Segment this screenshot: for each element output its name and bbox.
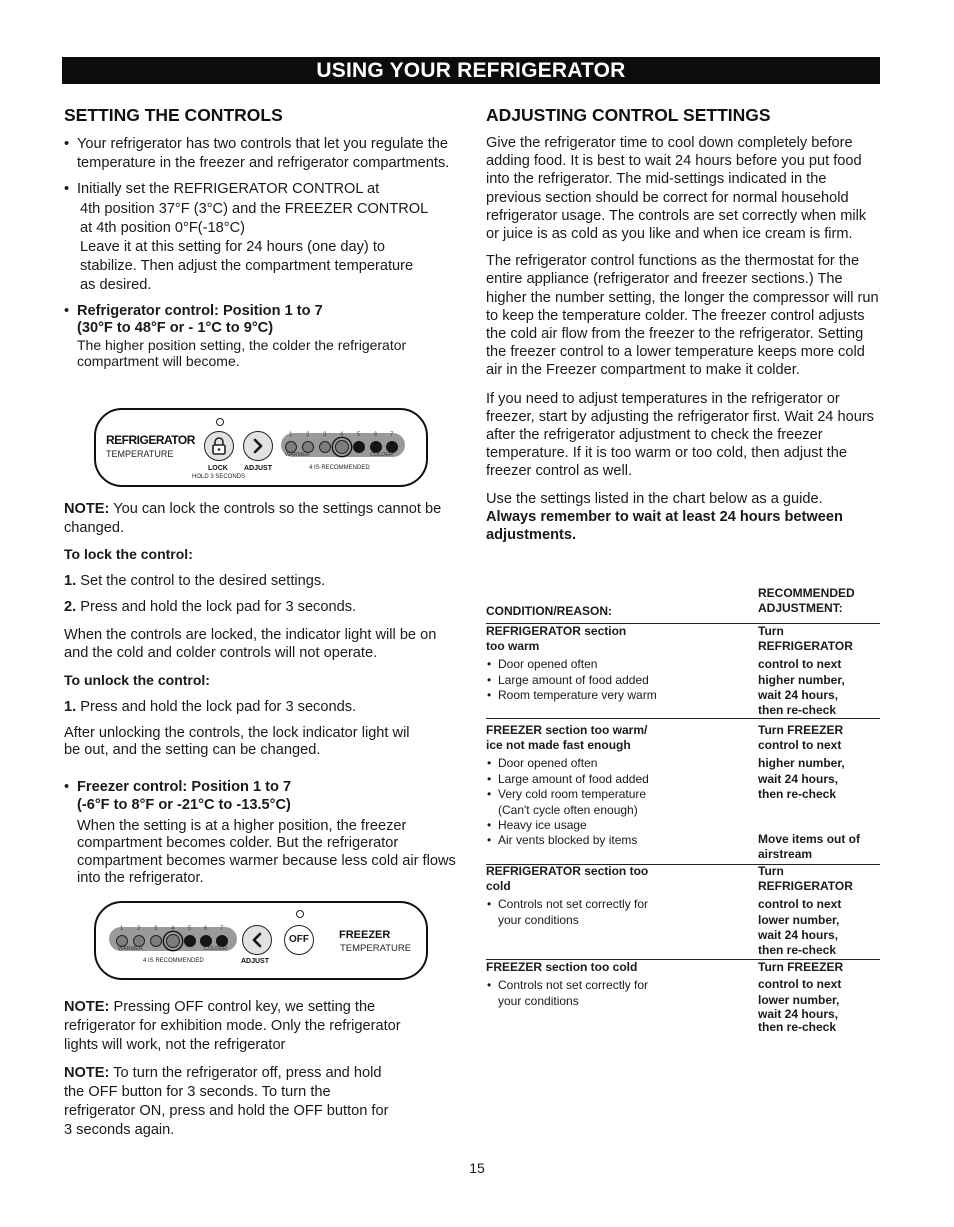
- bullet-line: • Initially set the REFRIGERATOR CONTROL at: [77, 181, 380, 198]
- condition-title: REFRIGERATOR section too: [486, 864, 649, 878]
- condition-title: cold: [486, 879, 511, 894]
- scale-number: 5: [357, 432, 361, 438]
- guide-text: Use the settings listed in the chart below as a guide.: [486, 490, 823, 507]
- condition-title: FREEZER section too cold: [486, 960, 638, 974]
- note-text: You can lock the controls so the settings cannot be changed.: [64, 501, 442, 536]
- panel-label: REFRIGERATOR: [106, 433, 195, 447]
- chevron-left-icon: [251, 932, 263, 948]
- adjustment-line: Turn: [758, 624, 784, 638]
- bullet-line: at 4th position 0°F(-18°C): [80, 219, 245, 236]
- scale-number: 1: [120, 926, 124, 932]
- note-text: Pressing OFF control key, we setting the refrigerator for exhibition mode. Only the refrigerator lights will work, not the refrigerator: [64, 999, 401, 1053]
- scale-number: 3: [323, 432, 327, 438]
- adjustment-line: REFRIGERATOR: [758, 879, 853, 894]
- freezer-control-text: When the setting is at a higher position, the freezer compartment becomes colder. But the refrigerator compartment becomes warmer because less cold air flows into the refrigerator.: [77, 818, 456, 886]
- paragraph-cool-down: Give the refrigerator time to cool down completely before adding food. It is best to wait 24 hours before you put food into the refrigerator. The mid-settings indicated in the previous section should be correct for normal household refrigerator usage. The controls are set correctly when milk or juice is as cold as you like and when ice cream is firm.: [486, 135, 867, 243]
- adjustment-line: lower number,: [758, 912, 840, 927]
- reason-item: • Room temperature very warm: [486, 688, 746, 703]
- locked-description: When the controls are locked, the indicator light will be on and the cold and colder controls will not operate.: [64, 626, 437, 661]
- unlock-heading: To unlock the control:: [64, 671, 210, 688]
- adjustment-line: Turn: [758, 864, 784, 878]
- lock-icon: [211, 437, 227, 455]
- scale-number: 6: [204, 926, 208, 932]
- step-number: 2.: [64, 599, 77, 616]
- setting-controls-heading: SETTING THE CONTROLS: [64, 105, 283, 125]
- recommended-label: 4 IS RECOMMENDED: [309, 465, 370, 471]
- scale-number: 4: [171, 926, 175, 932]
- adjustment-refrigerator-too-warm: [758, 624, 880, 718]
- bullet-refrigerator-control: [64, 303, 456, 369]
- reason-item-detail: your conditions: [498, 993, 579, 1008]
- note-text: To turn the refrigerator off, press and hold the OFF button for 3 seconds. To turn the refrigerator ON, press and hold the OFF button for 3 seconds again.: [64, 1065, 389, 1138]
- lock-button[interactable]: [204, 431, 234, 461]
- recommended-header: [758, 586, 878, 616]
- page-number: 15: [469, 1160, 485, 1176]
- note-exhibition-mode: [64, 998, 424, 1055]
- setting-light-3: [319, 441, 331, 453]
- adjustment-line: wait 24 hours,: [758, 771, 839, 786]
- note-label: NOTE:: [64, 501, 110, 517]
- reason-item: • Large amount of food added: [486, 772, 746, 787]
- adjustment-line: lower number,: [758, 993, 840, 1008]
- left-column: [64, 104, 456, 369]
- paragraph-adjust-order: If you need to adjust temperatures in the refrigerator or freezer, start by adjusting the refrigerator first. Wait 24 hours after the refrigerator adjustment to check the freezer temperature. If it is too warm or too cold, then adjust the freezer control as well.: [486, 390, 874, 480]
- scale-number: 2: [137, 926, 141, 932]
- adjustment-line: higher number,: [758, 672, 845, 687]
- reason-item-detail: your conditions: [498, 912, 579, 927]
- note-label: NOTE:: [64, 1065, 110, 1081]
- reason-item: • Heavy ice usage: [486, 818, 746, 833]
- reason-item-detail: (Can't cycle often enough): [498, 802, 638, 817]
- condition-title: REFRIGERATOR section: [486, 624, 627, 638]
- adjustment-line: then re-check: [758, 1020, 837, 1035]
- bullet-line: 4th position 37°F (3°C) and the FREEZER CONTROL: [80, 200, 429, 217]
- guide-warning: Always remember to wait at least 24 hours between adjustments.: [486, 508, 843, 544]
- adjustment-line: wait 24 hours,: [758, 927, 839, 942]
- adjust-button[interactable]: [242, 925, 272, 955]
- unlock-step-1: [64, 698, 456, 717]
- adjust-label: ADJUST: [244, 465, 273, 472]
- scale-number: 7: [220, 926, 224, 932]
- condition-freezer-too-warm: [486, 723, 746, 849]
- adjustment-line: REFRIGERATOR: [758, 639, 853, 654]
- lock-indicator-light: [216, 418, 224, 426]
- setting-light-4-selected: [335, 440, 349, 454]
- chevron-right-icon: [252, 438, 264, 454]
- condition-title: ice not made fast enough: [486, 738, 631, 753]
- paragraph-guide: [486, 490, 880, 545]
- reason-item: • Door opened often: [486, 657, 746, 672]
- bullet-initial-setting: [64, 180, 456, 295]
- step-text: Press and hold the lock pad for 3 seconds.: [76, 698, 357, 715]
- adjustment-line: then re-check: [758, 786, 837, 801]
- adjustment-line: then re-check: [758, 943, 837, 958]
- adjusting-settings-heading: ADJUSTING CONTROL SETTINGS: [486, 105, 771, 125]
- refrigerator-control-panel: [94, 408, 428, 487]
- lock-step-2: [64, 598, 456, 617]
- panel-label: FREEZER: [339, 929, 391, 941]
- colder-label: COLDER: [204, 946, 227, 952]
- adjustment-line: airstream: [758, 847, 813, 862]
- refrigerator-control-title: • Refrigerator control: Position 1 to 7: [77, 302, 323, 319]
- colder-label: COLDER: [370, 452, 393, 458]
- scale-number: 1: [289, 432, 293, 438]
- condition-freezer-too-cold: [486, 960, 746, 1009]
- hold-label: HOLD 3 SECONDS: [192, 474, 246, 480]
- adjust-label: ADJUST: [241, 958, 270, 965]
- adjustment-line: Move items out of: [758, 832, 861, 846]
- setting-light-3: [150, 935, 162, 947]
- after-unlock-description: After unlocking the controls, the lock indicator light wil be out, and the setting can be changed.: [64, 725, 410, 759]
- note-label: NOTE:: [64, 999, 110, 1015]
- setting-light-5: [353, 441, 365, 453]
- paragraph-thermostat: The refrigerator control functions as the thermostat for the entire appliance (refrigerator and freezer sections.) The higher the number setting, the longer the compressor will run to keep the temperature colder. The freezer control adjusts the cold air flow from the freezer to the refrigerator. Setting the freezer control to a lower temperature keeps more cold air in the Freezer compartment to make it colder.: [486, 253, 879, 379]
- reason-item: • Door opened often: [486, 756, 746, 771]
- warmer-label: WARMER: [285, 452, 310, 458]
- scale-number: 2: [306, 432, 310, 438]
- setting-light-5: [184, 935, 196, 947]
- freezer-control-panel: [94, 901, 428, 980]
- adjustment-line: wait 24 hours,: [758, 687, 839, 702]
- step-text: Press and hold the lock pad for 3 seconds.: [76, 599, 357, 616]
- condition-refrigerator-too-cold: [486, 864, 746, 928]
- adjustment-refrigerator-too-cold: [758, 864, 880, 958]
- bullet-line: as desired.: [80, 277, 152, 294]
- note-lock: [64, 500, 456, 537]
- bullet-line: stabilize. Then adjust the compartment temperature: [80, 258, 414, 275]
- panel-sublabel: TEMPERATURE: [106, 449, 174, 459]
- page-title: USING YOUR REFRIGERATOR: [62, 57, 880, 84]
- header-line: RECOMMENDED: [758, 586, 855, 600]
- reason-item: • Controls not set correctly for: [486, 897, 746, 912]
- left-column-notes: [64, 998, 424, 1140]
- condition-title: FREEZER section too warm/: [486, 723, 648, 737]
- warmer-label: WARMER: [118, 946, 143, 952]
- bullet-line: Leave it at this setting for 24 hours (one day) to: [80, 239, 386, 256]
- reason-item: • Large amount of food added: [486, 673, 746, 688]
- step-number: 1.: [64, 698, 77, 715]
- freezer-control-range: (-6°F to 8°F or -21°C to -13.5°C): [77, 797, 291, 814]
- reason-item: • Very cold room temperature: [486, 787, 746, 802]
- freezer-control-title: • Freezer control: Position 1 to 7: [77, 779, 292, 796]
- divider: [486, 718, 880, 719]
- bullet-two-controls: • Your refrigerator has two controls that let you regulate the temperature in the freezer and refrigerator compartments.: [64, 135, 456, 173]
- adjust-button[interactable]: [243, 431, 273, 461]
- step-text: Set the control to the desired settings.: [76, 572, 326, 589]
- adjustment-line: Turn FREEZER: [758, 960, 844, 974]
- adjustment-line: control to next: [758, 977, 842, 992]
- condition-refrigerator-too-warm: [486, 624, 746, 704]
- scale-number: 6: [374, 432, 378, 438]
- reason-item: • Controls not set correctly for: [486, 978, 746, 993]
- scale-number: 7: [390, 432, 394, 438]
- lock-label: LOCK: [208, 465, 228, 472]
- adjustment-freezer-too-warm: [758, 723, 880, 802]
- panel-sublabel: TEMPERATURE: [340, 943, 412, 954]
- scale-number: 3: [154, 926, 158, 932]
- setting-light-4-selected: [166, 934, 180, 948]
- refrigerator-control-text: The higher position setting, the colder the refrigerator compartment will become.: [77, 336, 407, 369]
- bullet-freezer-control: [64, 778, 456, 887]
- reason-item: • Air vents blocked by items: [486, 833, 746, 848]
- scale-number: 5: [188, 926, 192, 932]
- step-number: 1.: [64, 572, 77, 589]
- refrigerator-control-range: (30°F to 48°F or - 1°C to 9°C): [77, 319, 274, 336]
- adjustment-line: then re-check: [758, 703, 837, 718]
- off-indicator-light: [296, 910, 304, 918]
- adjustment-line: control to next: [758, 897, 842, 912]
- recommended-label: 4 IS RECOMMENDED: [143, 958, 204, 964]
- adjustment-line: wait 24 hours,: [758, 1006, 839, 1021]
- right-column: [486, 104, 880, 544]
- adjustment-airstream: [758, 832, 880, 862]
- scale-number: 4: [340, 432, 344, 438]
- header-line: ADJUSTMENT:: [758, 601, 843, 616]
- condition-header: CONDITION/REASON:: [486, 604, 612, 618]
- condition-title: too warm: [486, 639, 540, 654]
- adjustment-line: higher number,: [758, 756, 845, 771]
- adjustment-line: Turn FREEZER: [758, 723, 844, 737]
- off-button[interactable]: OFF: [284, 925, 314, 955]
- adjustment-freezer-too-cold: [758, 960, 880, 1035]
- lock-step-1: [64, 572, 456, 591]
- lock-heading: To lock the control:: [64, 546, 193, 563]
- adjustment-line: control to next: [758, 657, 842, 672]
- left-column-lower: [64, 500, 456, 887]
- adjustment-line: control to next: [758, 738, 842, 753]
- note-turn-off: [64, 1064, 394, 1140]
